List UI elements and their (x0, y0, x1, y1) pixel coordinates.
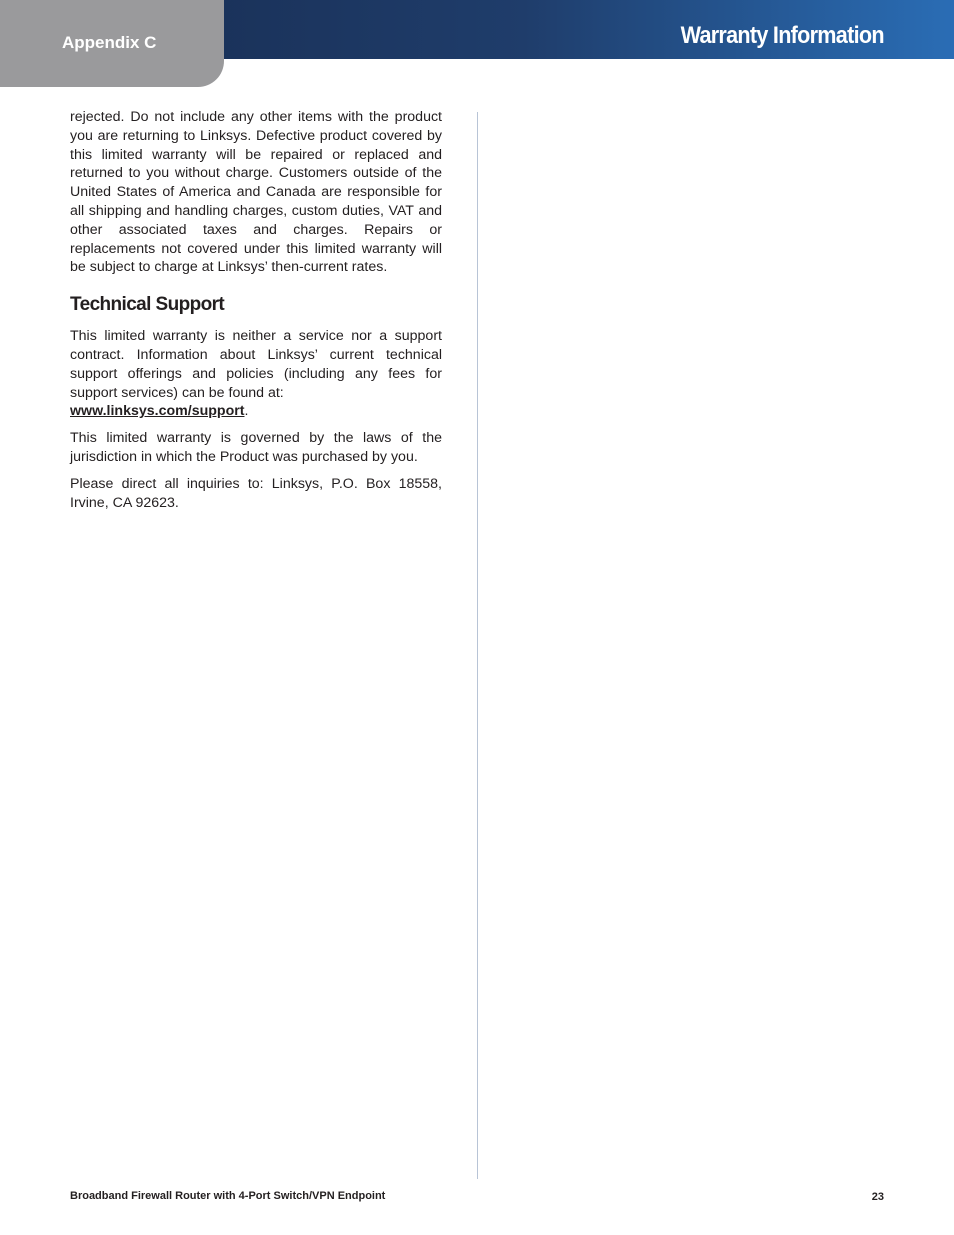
support-link-suffix: . (244, 403, 249, 420)
paragraph-law: This limited warranty is governed by the laws of the jurisdiction in which the Product was purchased by you. (70, 430, 442, 465)
paragraph-intro: rejected. Do not include any other items with the product you are returning to Linksys. Defective product covered by this limited warranty will be repaired or replaced and returned to you without charge. Customers outside of the United States of America and Canada are responsible for all shipping and handling charges, custom duties, VAT and other associated taxes and charges. Repairs or replacements not covered under this limited warranty will be subject to charge at Linksys’ then-current rates. (70, 109, 442, 276)
appendix-label: Appendix C (62, 33, 157, 52)
column-divider (477, 112, 478, 1179)
support-link[interactable]: www.linksys.com/support (70, 403, 245, 420)
paragraph-support: This limited warranty is neither a service nor a support contract. Information about Linksys’ current technical support offerings and policies (including any fees for support services) can be found at: (70, 328, 442, 401)
section-heading-technical-support: Technical Support (70, 294, 225, 316)
support-link-line (70, 402, 442, 421)
appendix-tab (0, 0, 224, 87)
left-column (70, 108, 442, 520)
footer-page-number: 23 (871, 1191, 884, 1203)
paragraph-inquiries: Please direct all inquiries to: Linksys, P.O. Box 18558, Irvine, CA 92623. (70, 475, 442, 511)
page-title: Warranty Information (680, 22, 884, 49)
footer-product-name: Broadband Firewall Router with 4-Port Switch/VPN Endpoint (70, 1190, 386, 1202)
